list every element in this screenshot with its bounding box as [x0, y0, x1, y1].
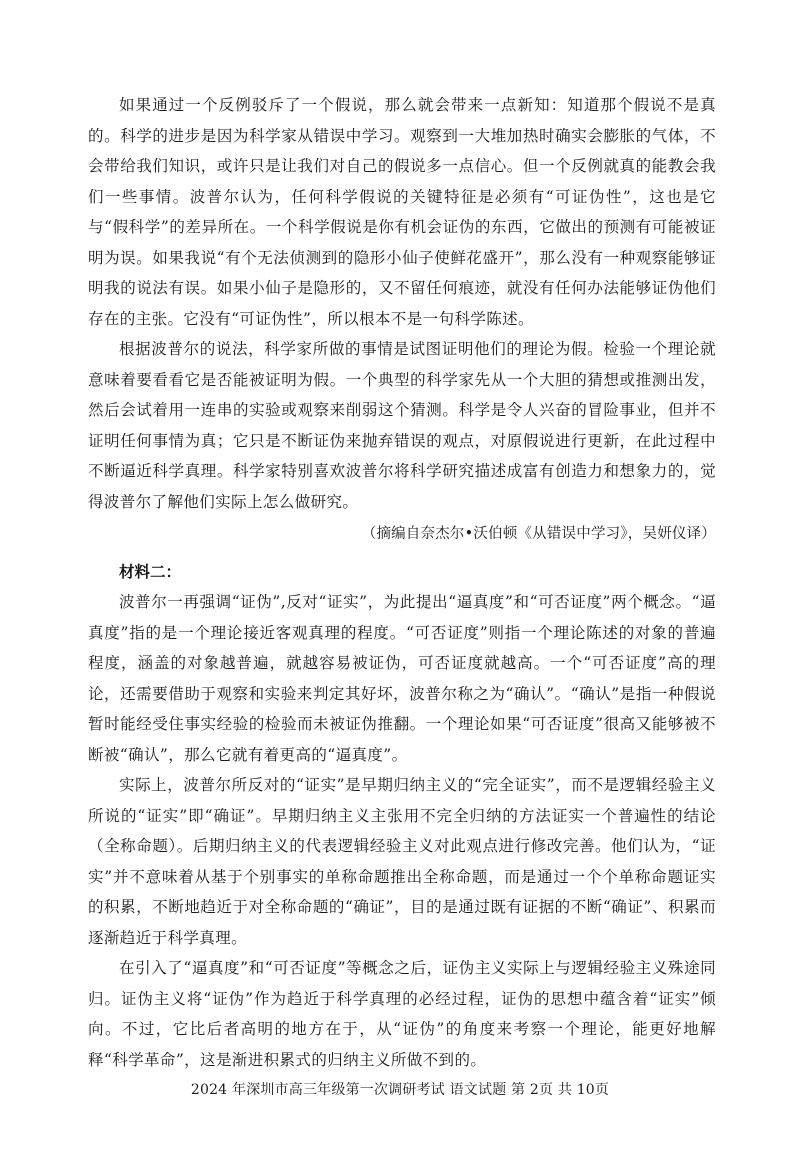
paragraph-popper-method: 根据波普尔的说法，科学家所做的事情是试图证明他们的理论为假。检验一个理论就意味着要看看它是否能被证明为假。一个典型的科学家先从一个大胆的猜想或推测出发，然后会试着用一连串的实验或观察来削弱这个猜测。科学是令人兴奋的冒险事业，但并不证明任何事情为真；它只是不断证伪来抛弃错误的观点，对原假说进行更新，在此过程中不断逼近科学真理。科学家特别喜欢波普尔将科学研究描述成富有创造力和想象力的，觉得波普尔了解他们实际上怎么做研究。 [88, 340, 716, 511]
page-footer: 2024 年深圳市高三年级第一次调研考试 语文试题 第 2页 共 10页 [190, 1082, 610, 1098]
paragraph-convergence: 在引入了“逼真度”和“可否证度”等概念之后，证伪主义实际上与逻辑经验主义殊途同归。证伪主义将“证伪”作为趋近于科学真理的必经过程，证伪的思想中蕴含着“证实”倾向。不过，它比后者高明的地方在于，从“证伪”的角度来考察一个理论，能更好地解释“科学革命”，这是渐进积累式的归纳主义所做不到的。 [88, 959, 716, 1069]
paragraph-falsification-example: 如果通过一个反例驳斥了一个假说，那么就会带来一点新知：知道那个假说不是真的。科学的进步是因为科学家从错误中学习。观察到一大堆加热时确实会膨胀的气体，不会带给我们知识，或许只是让我们对自己的假说多一点信心。但一个反例就真的能教会我们一些事情。波普尔认为，任何科学假说的关键特征是必须有“可证伪性”，这也是它与“假科学”的差异所在。一个科学假说是你有机会证伪的东西，它做出的预测有可能被证明为误。如果我说“有个无法侦测到的隐形小仙子使鲜花盛开”，那么没有一种观察能够证明我的说法有误。如果小仙子是隐形的，又不留任何痕迹，就没有任何办法能够证伪他们存在的主张。它没有“可证伪性”，所以根本不是一句科学陈述。 [88, 96, 716, 328]
paragraph-verisimilitude: 波普尔一再强调“证伪”,反对“证实”，为此提出“逼真度”和“可否证度”两个概念。“逼真度”指的是一个理论接近客观真理的程度。“可否证度”则指一个理论陈述的对象的普遍程度，涵盖的对象越普遍，就越容易被证伪，可否证度就越高。一个“可否证度”高的理论，还需要借助于观察和实验来判定其好坏，波普尔称之为“确认”。“确认”是指一种假说暂时能经受住事实经验的检验而未被证伪推翻。一个理论如果“可否证度”很高又能够被不断被“确认”，那么它就有着更高的“逼真度”。 [88, 593, 716, 764]
source-citation: （摘编自奈杰尔•沃伯顿《从错误中学习》，吴妍仪译） [361, 526, 716, 542]
section-heading-material-two: 材料二： [119, 563, 182, 581]
paragraph-verification: 实际上，波普尔所反对的“证实”是早期归纳主义的“完全证实”，而不是逻辑经验主义所说的“证实”即“确证”。早期归纳主义主张用不完全归纳的方法证实一个普遍性的结论（全称命题）。后期归纳主义的代表逻辑经验主义对此观点进行修改完善。他们认为，“证实”并不意味着从基于个别事实的单称命题推出全称命题，而是通过一个个单称命题证实的积累，不断地趋近于对全称命题的“确证”，目的是通过既有证据的不断“确证”、积累而逐渐趋近于科学真理。 [88, 776, 716, 947]
page-body [88, 90, 716, 1075]
